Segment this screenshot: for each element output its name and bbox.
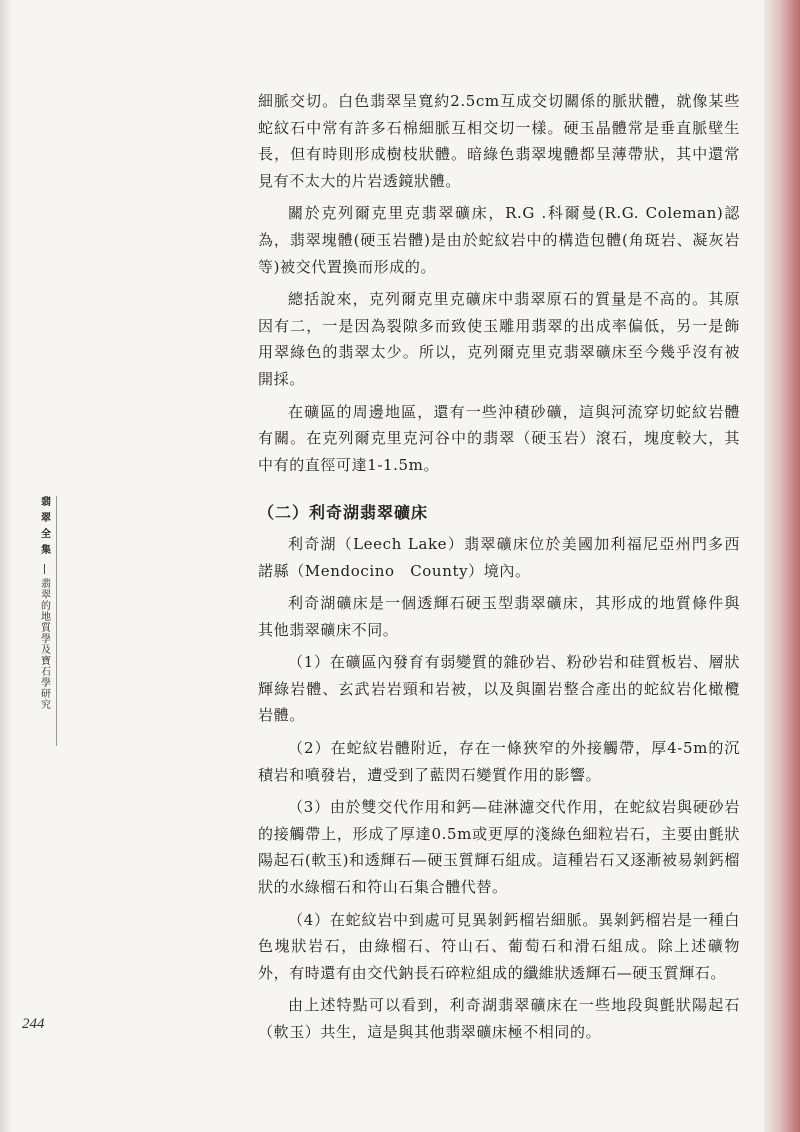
list-item-2: （2）在蛇紋岩體附近，存在一條狹窄的外接觸帶，厚4-5m的沉積岩和噴發岩，遭受到了藍閃石變質作用的影響。: [258, 739, 740, 784]
book-cover-edge: [764, 0, 800, 1132]
section-heading: （二）利奇湖翡翠礦床: [258, 503, 429, 523]
paragraph-1: 細脈交切。白色翡翠呈寬約2.5cm互成交切關係的脈狀體，就像某些蛇紋石中常有許多石棉細脈互相交切一樣。硬玉晶體常是垂直脈壁生長，但有時則形成樹枝狀體。暗綠色翡翠塊體都呈薄帶狀，其中還常見有不太大的片岩透鏡狀體。: [258, 92, 740, 190]
page-number: 244: [22, 1016, 45, 1032]
book-title: 翡翠全集: [38, 496, 50, 560]
side-running-title: [34, 496, 54, 710]
paragraph-4: 在礦區的周邊地區，還有一些沖積砂礦，這與河流穿切蛇紋岩體有關。在克列爾克里克河谷中的翡翠（硬玉岩）滾石，塊度較大，其中有的直徑可達1-1.5m。: [258, 402, 740, 474]
paragraph-2: 關於克列爾克里克翡翠礦床，R.G .科爾曼(R.G. Coleman)認為，翡翠塊體(硬玉岩體)是由於蛇紋岩中的構造包體(角斑岩、凝灰岩等)被交代置換而形成的。: [258, 204, 740, 276]
paragraph-5: 利奇湖（Leech Lake）翡翠礦床位於美國加利福尼亞州門多西諾縣（Mendocino County）境內。: [258, 534, 740, 580]
page-gutter-shadow: [0, 0, 12, 1132]
paragraph-3: 總括說來，克列爾克里克礦床中翡翠原石的質量是不高的。其原因有二，一是因為裂隙多而致使玉雕用翡翠的出成率偏低，另一是飾用翠綠色的翡翠太少。所以，克列爾克里克翡翠礦床至今幾乎沒有被開採。: [258, 290, 740, 388]
side-vertical-rule: [56, 496, 57, 746]
list-item-4: （4）在蛇紋岩中到處可見異剝鈣榴岩細脈。異剝鈣榴岩是一種白色塊狀岩石，由綠榴石、符山石、葡萄石和滑石組成。除上述礦物外，有時還有由交代鈉長石碎粒組成的纖維狀透輝石—硬玉質輝石。: [258, 910, 740, 982]
paragraph-6: 利奇湖礦床是一個透輝石硬玉型翡翠礦床，其形成的地質條件與其他翡翠礦床不同。: [258, 594, 740, 639]
rail-divider: [44, 564, 45, 574]
page-edge-line: [772, 0, 774, 1132]
paragraph-7: 由上述特點可以看到，利奇湖翡翠礦床在一些地段與氈狀陽起石（軟玉）共生，這是與其他翡翠礦床極不相同的。: [258, 996, 740, 1041]
list-item-1: （1）在礦區內發育有弱變質的雜砂岩、粉砂岩和硅質板岩、層狀輝綠岩體、玄武岩岩頸和岩被，以及與圍岩整合產出的蛇紋岩化橄欖岩體。: [258, 653, 740, 725]
body-text: [258, 88, 740, 1052]
book-subtitle: 翡翠的地質學及寶石學研究: [38, 578, 50, 710]
list-item-3: （3）由於雙交代作用和鈣—硅淋濾交代作用，在蛇紋岩與硬砂岩的接觸帶上，形成了厚達0.5m或更厚的淺綠色細粒岩石，主要由氈狀陽起石(軟玉)和透輝石—硬玉質輝石組成。這種岩石又逐漸被易剝鈣榴狀的水綠榴石和符山石集合體代替。: [258, 798, 740, 897]
